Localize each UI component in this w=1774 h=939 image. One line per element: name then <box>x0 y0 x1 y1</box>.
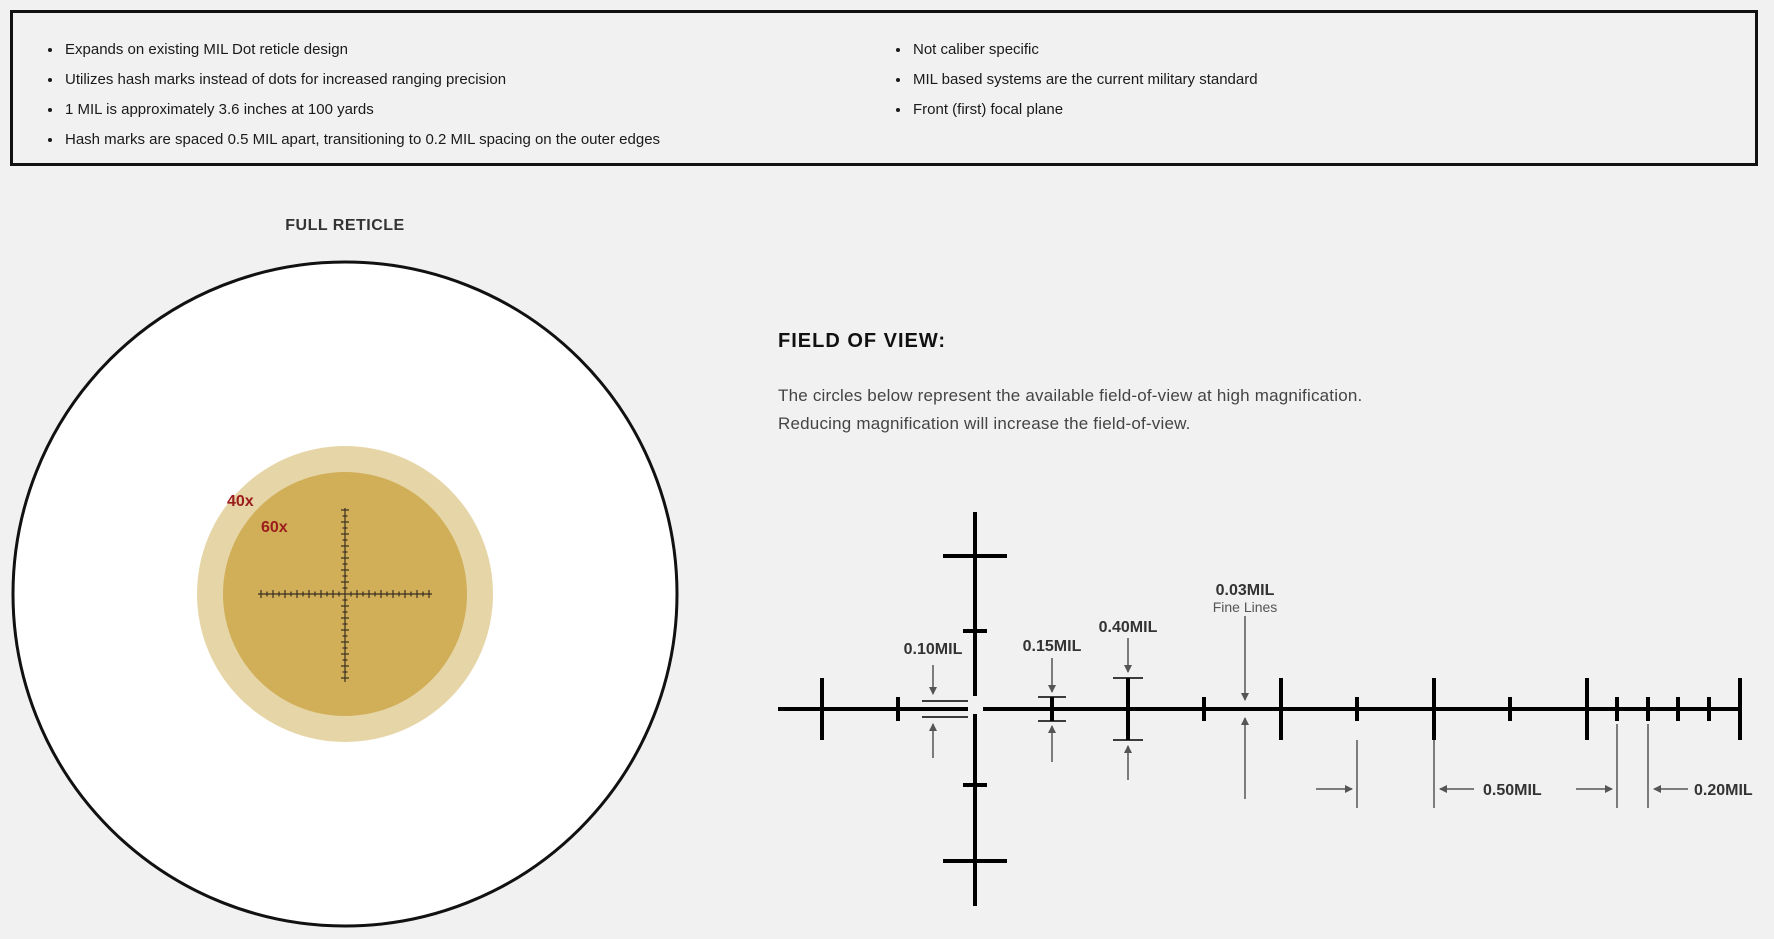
label-fine-lines: Fine Lines <box>1212 599 1278 615</box>
feature-item: • MIL based systems are the current military standard <box>911 65 1258 95</box>
fov-title: FIELD OF VIEW: <box>778 330 947 352</box>
features-list-right <box>891 35 1258 125</box>
label-0-20-mil: 0.20MIL <box>1694 782 1753 799</box>
feature-item: • Front (first) focal plane <box>911 95 1258 125</box>
reticle-detail-diagram <box>760 500 1770 920</box>
features-box <box>10 10 1758 166</box>
feature-item: • 1 MIL is approximately 3.6 inches at 100 yards <box>63 95 660 125</box>
feature-item: • Utilizes hash marks instead of dots for increased ranging precision <box>63 65 660 95</box>
feature-item: • Expands on existing MIL Dot reticle design <box>63 35 660 65</box>
full-reticle-diagram <box>0 250 690 930</box>
fov-line-1: The circles below represent the available field-of-view at high magnification. <box>778 386 1363 405</box>
fov-description <box>778 382 1362 438</box>
label-0-40-mil: 0.40MIL <box>1098 619 1158 636</box>
fov-line-2: Reducing magnification will increase the field-of-view. <box>778 414 1191 433</box>
dimension-labels <box>904 582 1753 799</box>
label-0-50-mil: 0.50MIL <box>1483 782 1542 799</box>
full-reticle-title: FULL RETICLE <box>285 217 405 234</box>
feature-item: • Hash marks are spaced 0.5 MIL apart, transitioning to 0.2 MIL spacing on the outer edges <box>63 125 660 155</box>
label-0-10-mil: 0.10MIL <box>903 641 963 658</box>
label-0-03-mil: 0.03MIL <box>1215 582 1275 599</box>
feature-item: • Not caliber specific <box>911 35 1258 65</box>
mag-60x-label: 60x <box>261 519 288 536</box>
mag-40x-label: 40x <box>227 493 254 510</box>
features-list-left <box>43 35 660 155</box>
label-0-15-mil: 0.15MIL <box>1022 638 1082 655</box>
reticle-detail-lines <box>778 512 1742 906</box>
